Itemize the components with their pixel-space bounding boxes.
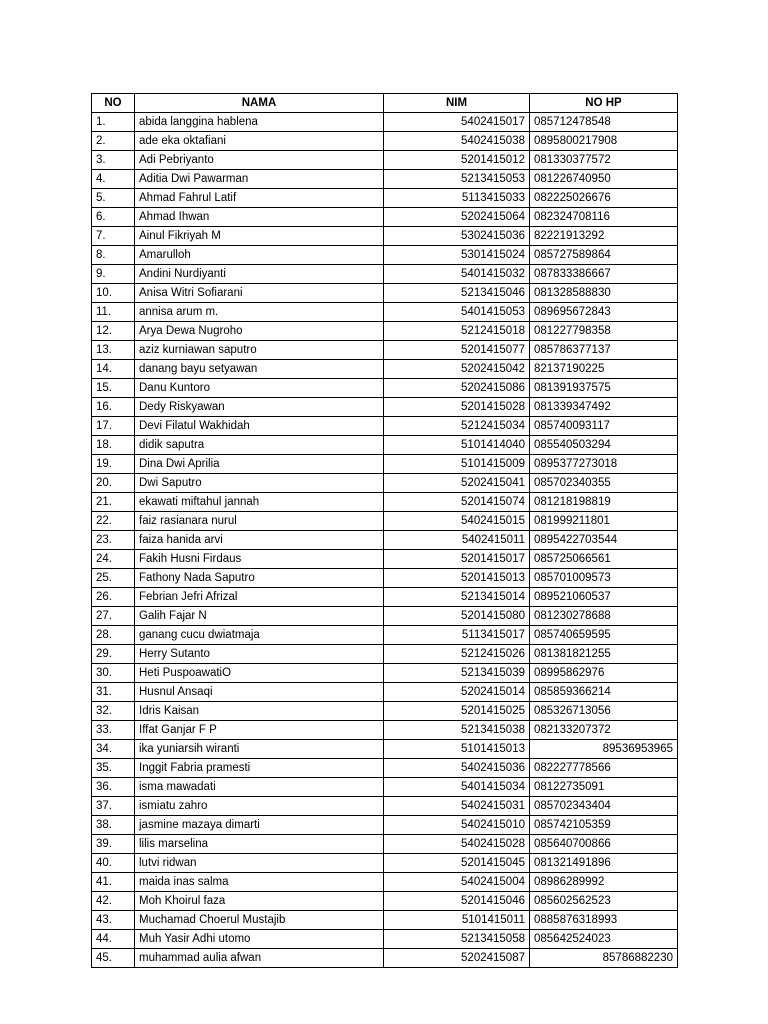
table-row [92, 246, 678, 265]
cell-no-hp: 89536953965 [530, 740, 678, 759]
cell-no: 10. [92, 284, 135, 303]
cell-no: 9. [92, 265, 135, 284]
cell-nim: 5212415026 [384, 645, 530, 664]
cell-no-hp: 085701009573 [530, 569, 678, 588]
table-row [92, 227, 678, 246]
cell-nim: 5402415017 [384, 113, 530, 132]
cell-no: 15. [92, 379, 135, 398]
cell-nama: ekawati miftahul jannah [135, 493, 384, 512]
table-row [92, 664, 678, 683]
cell-nim: 5201415012 [384, 151, 530, 170]
cell-no: 38. [92, 816, 135, 835]
cell-nim: 5402415031 [384, 797, 530, 816]
cell-no: 28. [92, 626, 135, 645]
cell-nama: Amarulloh [135, 246, 384, 265]
cell-no: 20. [92, 474, 135, 493]
cell-no-hp: 081999211801 [530, 512, 678, 531]
cell-no-hp: 82221913292 [530, 227, 678, 246]
table-row [92, 740, 678, 759]
cell-nim: 5202415064 [384, 208, 530, 227]
cell-nama: isma mawadati [135, 778, 384, 797]
table-row [92, 702, 678, 721]
table-row [92, 303, 678, 322]
table-row [92, 493, 678, 512]
cell-nama: Ainul Fikriyah M [135, 227, 384, 246]
cell-nim: 5402415004 [384, 873, 530, 892]
cell-no: 16. [92, 398, 135, 417]
cell-no: 1. [92, 113, 135, 132]
cell-no-hp: 081321491896 [530, 854, 678, 873]
header-no: NO [92, 94, 135, 113]
table-row [92, 512, 678, 531]
cell-no: 4. [92, 170, 135, 189]
cell-nama: Devi Filatul Wakhidah [135, 417, 384, 436]
cell-nama: Galih Fajar N [135, 607, 384, 626]
cell-no: 40. [92, 854, 135, 873]
cell-no-hp: 085640700866 [530, 835, 678, 854]
cell-nim: 5201415080 [384, 607, 530, 626]
cell-no: 42. [92, 892, 135, 911]
cell-no-hp: 087833386667 [530, 265, 678, 284]
cell-nama: Muh Yasir Adhi utomo [135, 930, 384, 949]
cell-nim: 5201415046 [384, 892, 530, 911]
table-row [92, 569, 678, 588]
cell-nim: 5201415028 [384, 398, 530, 417]
cell-nim: 5213415014 [384, 588, 530, 607]
cell-nama: Muchamad Choerul Mustajib [135, 911, 384, 930]
cell-nama: Febrian Jefri Afrizal [135, 588, 384, 607]
cell-no: 31. [92, 683, 135, 702]
cell-nim: 5401415053 [384, 303, 530, 322]
table-row [92, 284, 678, 303]
cell-no: 19. [92, 455, 135, 474]
cell-no: 2. [92, 132, 135, 151]
cell-nama: Fathony Nada Saputro [135, 569, 384, 588]
table-row [92, 911, 678, 930]
cell-nama: Moh Khoirul faza [135, 892, 384, 911]
cell-no: 27. [92, 607, 135, 626]
cell-nama: ade eka oktafiani [135, 132, 384, 151]
table-row [92, 531, 678, 550]
header-nim: NIM [384, 94, 530, 113]
cell-nim: 5402415036 [384, 759, 530, 778]
cell-no-hp: 082133207372 [530, 721, 678, 740]
cell-nama: Dwi Saputro [135, 474, 384, 493]
cell-no-hp: 081330377572 [530, 151, 678, 170]
cell-no: 8. [92, 246, 135, 265]
cell-nim: 5402415010 [384, 816, 530, 835]
table-row [92, 550, 678, 569]
table-row [92, 417, 678, 436]
cell-no-hp: 0895800217908 [530, 132, 678, 151]
cell-no-hp: 081226740950 [530, 170, 678, 189]
cell-no-hp: 081381821255 [530, 645, 678, 664]
cell-no: 22. [92, 512, 135, 531]
table-row [92, 873, 678, 892]
cell-nim: 5302415036 [384, 227, 530, 246]
cell-nama: Ahmad Ihwan [135, 208, 384, 227]
cell-nim: 5101415009 [384, 455, 530, 474]
cell-nama: Idris Kaisan [135, 702, 384, 721]
cell-nim: 5402415011 [384, 531, 530, 550]
cell-no-hp: 081218198819 [530, 493, 678, 512]
cell-no: 26. [92, 588, 135, 607]
table-row [92, 721, 678, 740]
cell-nim: 5113415017 [384, 626, 530, 645]
cell-nama: aziz kurniawan saputro [135, 341, 384, 360]
cell-nama: abida langgina hablena [135, 113, 384, 132]
cell-nama: jasmine mazaya dimarti [135, 816, 384, 835]
table-row [92, 208, 678, 227]
cell-nim: 5101415011 [384, 911, 530, 930]
cell-nim: 5402415015 [384, 512, 530, 531]
table-row [92, 816, 678, 835]
table-row [92, 360, 678, 379]
cell-no-hp: 0885876318993 [530, 911, 678, 930]
cell-no: 23. [92, 531, 135, 550]
cell-nim: 5202415041 [384, 474, 530, 493]
cell-no-hp: 085712478548 [530, 113, 678, 132]
table-row [92, 949, 678, 968]
cell-nama: ganang cucu dwiatmaja [135, 626, 384, 645]
cell-nama: Fakih Husni Firdaus [135, 550, 384, 569]
cell-no: 45. [92, 949, 135, 968]
cell-no: 12. [92, 322, 135, 341]
cell-no: 34. [92, 740, 135, 759]
student-table [91, 93, 678, 968]
cell-no: 11. [92, 303, 135, 322]
table-row [92, 151, 678, 170]
cell-no-hp: 085602562523 [530, 892, 678, 911]
table-row [92, 436, 678, 455]
cell-nama: faiza hanida arvi [135, 531, 384, 550]
cell-no: 29. [92, 645, 135, 664]
cell-nama: Arya Dewa Nugroho [135, 322, 384, 341]
cell-no-hp: 081339347492 [530, 398, 678, 417]
cell-no-hp: 085702343404 [530, 797, 678, 816]
cell-no: 36. [92, 778, 135, 797]
cell-no: 44. [92, 930, 135, 949]
cell-no-hp: 085740093117 [530, 417, 678, 436]
cell-nama: faiz rasianara nurul [135, 512, 384, 531]
table-row [92, 170, 678, 189]
table-row [92, 683, 678, 702]
cell-nim: 5101414040 [384, 436, 530, 455]
header-row [92, 94, 678, 113]
cell-nim: 5402415028 [384, 835, 530, 854]
cell-no-hp: 085642524023 [530, 930, 678, 949]
cell-no-hp: 085742105359 [530, 816, 678, 835]
table-row [92, 626, 678, 645]
cell-no: 6. [92, 208, 135, 227]
cell-no: 30. [92, 664, 135, 683]
cell-nama: Aditia Dwi Pawarman [135, 170, 384, 189]
cell-nim: 5212415034 [384, 417, 530, 436]
cell-no-hp: 085702340355 [530, 474, 678, 493]
cell-nama: Husnul Ansaqi [135, 683, 384, 702]
cell-nama: Adi Pebriyanto [135, 151, 384, 170]
cell-no: 39. [92, 835, 135, 854]
cell-no: 33. [92, 721, 135, 740]
cell-no: 35. [92, 759, 135, 778]
cell-nama: danang bayu setyawan [135, 360, 384, 379]
cell-nim: 5202415086 [384, 379, 530, 398]
table-row [92, 379, 678, 398]
cell-nama: Dedy Riskyawan [135, 398, 384, 417]
table-row [92, 189, 678, 208]
cell-nama: maida inas salma [135, 873, 384, 892]
table-row [92, 778, 678, 797]
cell-no-hp: 0895422703544 [530, 531, 678, 550]
table-body [92, 113, 678, 968]
cell-no-hp: 081391937575 [530, 379, 678, 398]
cell-no: 7. [92, 227, 135, 246]
table-row [92, 398, 678, 417]
cell-nama: Danu Kuntoro [135, 379, 384, 398]
cell-no-hp: 081230278688 [530, 607, 678, 626]
table-row [92, 607, 678, 626]
cell-nim: 5201415017 [384, 550, 530, 569]
cell-no: 3. [92, 151, 135, 170]
cell-no: 13. [92, 341, 135, 360]
cell-no: 5. [92, 189, 135, 208]
cell-no-hp: 081227798358 [530, 322, 678, 341]
cell-nim: 5202415087 [384, 949, 530, 968]
cell-no: 37. [92, 797, 135, 816]
cell-nim: 5113415033 [384, 189, 530, 208]
cell-nim: 5202415014 [384, 683, 530, 702]
table-row [92, 835, 678, 854]
cell-no: 43. [92, 911, 135, 930]
cell-no-hp: 089521060537 [530, 588, 678, 607]
cell-nim: 5201415025 [384, 702, 530, 721]
cell-no-hp: 081328588830 [530, 284, 678, 303]
table-row [92, 132, 678, 151]
cell-no: 24. [92, 550, 135, 569]
cell-nim: 5212415018 [384, 322, 530, 341]
table-row [92, 455, 678, 474]
cell-no: 17. [92, 417, 135, 436]
cell-nama: Herry Sutanto [135, 645, 384, 664]
cell-nama: muhammad aulia afwan [135, 949, 384, 968]
cell-nim: 5213415046 [384, 284, 530, 303]
table-row [92, 645, 678, 664]
header-nama: NAMA [135, 94, 384, 113]
cell-nim: 5202415042 [384, 360, 530, 379]
cell-no-hp: 085725066561 [530, 550, 678, 569]
cell-no-hp: 82137190225 [530, 360, 678, 379]
table-row [92, 341, 678, 360]
cell-no: 32. [92, 702, 135, 721]
cell-nama: Andini Nurdiyanti [135, 265, 384, 284]
cell-nama: annisa arum m. [135, 303, 384, 322]
cell-nama: ismiatu zahro [135, 797, 384, 816]
cell-nim: 5213415053 [384, 170, 530, 189]
cell-nama: Iffat Ganjar F P [135, 721, 384, 740]
cell-nama: ika yuniarsih wiranti [135, 740, 384, 759]
cell-nama: Anisa Witri Sofiarani [135, 284, 384, 303]
cell-nama: Heti PuspoawatiO [135, 664, 384, 683]
table-row [92, 892, 678, 911]
cell-nama: lutvi ridwan [135, 854, 384, 873]
cell-nama: Ahmad Fahrul Latif [135, 189, 384, 208]
cell-no: 25. [92, 569, 135, 588]
student-list-sheet [91, 93, 678, 968]
cell-no-hp: 085727589864 [530, 246, 678, 265]
cell-nim: 5201415013 [384, 569, 530, 588]
table-row [92, 588, 678, 607]
cell-nim: 5201415045 [384, 854, 530, 873]
cell-no-hp: 085740659595 [530, 626, 678, 645]
cell-no-hp: 085859366214 [530, 683, 678, 702]
cell-nim: 5402415038 [384, 132, 530, 151]
table-row [92, 265, 678, 284]
cell-nim: 5301415024 [384, 246, 530, 265]
cell-nim: 5213415058 [384, 930, 530, 949]
cell-no-hp: 08995862976 [530, 664, 678, 683]
cell-nim: 5101415013 [384, 740, 530, 759]
cell-nim: 5201415074 [384, 493, 530, 512]
table-row [92, 854, 678, 873]
table-row [92, 474, 678, 493]
cell-no: 18. [92, 436, 135, 455]
cell-no-hp: 085786377137 [530, 341, 678, 360]
cell-no: 21. [92, 493, 135, 512]
cell-no: 41. [92, 873, 135, 892]
cell-no-hp: 0895377273018 [530, 455, 678, 474]
cell-nim: 5201415077 [384, 341, 530, 360]
cell-nim: 5213415038 [384, 721, 530, 740]
cell-nama: lilis marselina [135, 835, 384, 854]
table-row [92, 930, 678, 949]
cell-no-hp: 082227778566 [530, 759, 678, 778]
table-row [92, 322, 678, 341]
cell-nim: 5401415032 [384, 265, 530, 284]
cell-no-hp: 85786882230 [530, 949, 678, 968]
cell-no-hp: 082324708116 [530, 208, 678, 227]
table-row [92, 759, 678, 778]
cell-no-hp: 08986289992 [530, 873, 678, 892]
cell-no-hp: 082225026676 [530, 189, 678, 208]
table-row [92, 797, 678, 816]
header-no-hp: NO HP [530, 94, 678, 113]
cell-no-hp: 08122735091 [530, 778, 678, 797]
cell-no-hp: 085326713056 [530, 702, 678, 721]
cell-nama: Inggit Fabria pramesti [135, 759, 384, 778]
cell-nim: 5213415039 [384, 664, 530, 683]
table-row [92, 113, 678, 132]
cell-nama: didik saputra [135, 436, 384, 455]
cell-nama: Dina Dwi Aprilia [135, 455, 384, 474]
cell-no-hp: 089695672843 [530, 303, 678, 322]
cell-no-hp: 085540503294 [530, 436, 678, 455]
cell-nim: 5401415034 [384, 778, 530, 797]
cell-no: 14. [92, 360, 135, 379]
